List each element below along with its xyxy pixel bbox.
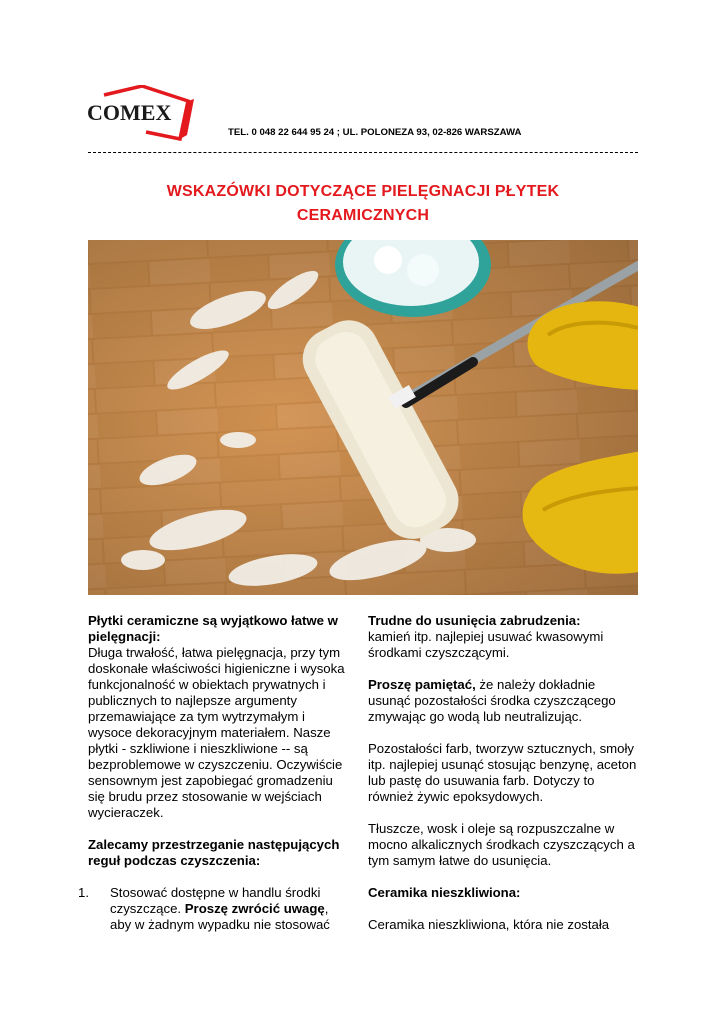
logo-text: COMEX [87, 100, 172, 125]
page-title [88, 180, 638, 228]
comex-logo [84, 85, 196, 141]
right-column [368, 613, 640, 933]
header-divider [88, 152, 638, 153]
unglazed-heading: Ceramika nieszkliwiona: [368, 885, 521, 900]
cleaning-tiles-photo [88, 240, 638, 595]
logo-frame-icon [84, 85, 196, 141]
title-line-2: CERAMICZNYCH [296, 207, 430, 224]
grease-paragraph: Tłuszcze, wosk i oleje są rozpuszczalne w mocno alkalicznych środkach czyszczących a tym samym łatwe do usunięcia. [368, 821, 635, 868]
contact-line: TEL. 0 048 22 644 95 24 ; UL. POLONEZA 93, 02-826 WARSZAWA [228, 127, 522, 138]
remember-body: że należy dokładnie usunąć pozostałości środka czyszczącego zmywając go wodą lub neutralizując. [368, 677, 616, 724]
unglazed-body: Ceramika nieszkliwiona, która nie została [368, 917, 610, 932]
intro-heading: Płytki ceramiczne są wyjątkowo łatwe w pielęgnacji: [88, 613, 338, 644]
list-item-bold: Proszę zwrócić uwagę [184, 901, 325, 916]
left-column [78, 613, 350, 933]
stains-body: kamień itp. najlepiej usuwać kwasowymi środkami czyszczącymi. [368, 629, 604, 660]
remember-paragraph [368, 677, 640, 725]
intro-body: Długa trwałość, łatwa pielęgnacja, przy tym doskonałe właściwości higieniczne i wysoka funkcjonalność w obiektach prywatnych i publicznych to najlepsze argumenty przemawiające za tym wytrzymałym i wysoce dekoracyjnym materiałem. Nasze płytki - szkliwione i nieszkliwione -- są bezproblemowe w czyszczeniu. Oczywiście sensownym jest zapobiegać gromadzeniu się brudu przez stosowanie w wejściach wycieraczek. [88, 645, 345, 820]
list-item [78, 885, 350, 933]
photo-illustration-icon [88, 240, 638, 595]
rules-heading: Zalecamy przestrzeganie następujących reguł podczas czyszczenia: [88, 837, 340, 868]
remember-bold: Proszę pamiętać, [368, 677, 476, 692]
list-item-text-b: , aby w żadnym wypadku nie stosować [110, 901, 330, 932]
list-item-text-a: Stosować dostępne w handlu środki czyszczące. [110, 885, 321, 916]
title-line-1: WSKAZÓWKI DOTYCZĄCE PIELĘGNACJI PŁYTEK [166, 183, 560, 200]
stains-heading: Trudne do usunięcia zabrudzenia: [368, 613, 581, 628]
list-item-number: 1. [78, 885, 89, 900]
paint-paragraph: Pozostałości farb, tworzyw sztucznych, smoły itp. najlepiej usunąć stosując benzynę, aceton lub pastę do usuwania farb. Dotyczy to również żywic epoksydowych. [368, 741, 637, 804]
